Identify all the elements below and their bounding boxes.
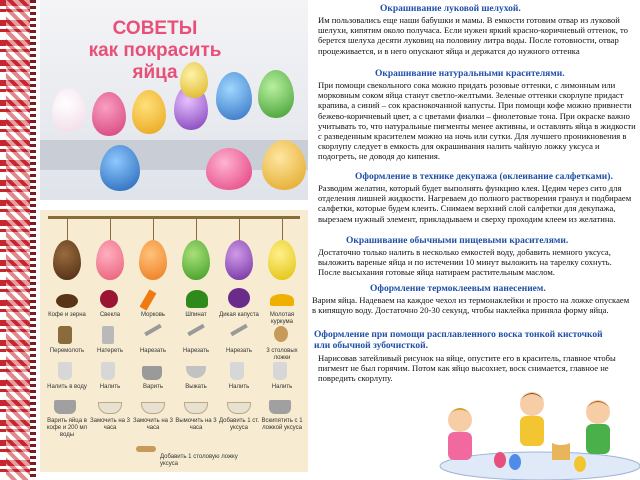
string [196, 219, 197, 241]
jug-icon [58, 362, 72, 380]
heading-wax-line-1: Оформление при помощи расплавленного воска тонкой кисточкой [314, 330, 603, 340]
egg-image [132, 90, 166, 134]
pot-icon [269, 400, 291, 414]
grater-icon [102, 326, 114, 344]
text-food-dyes: Достаточно только налить в несколько емкостей воду, добавить немного уксуса, выложить вареные яйца и по истечении 10 минут выложить на тарелку сохнуть. После высыхания готовые яйца натираем растительным маслом. [318, 247, 612, 278]
step-label: Варить яйца в кофе и 200 мл воды [46, 418, 88, 438]
egg-yellow [268, 240, 296, 280]
ingredient-label: Кофе и зерна [48, 312, 86, 318]
bowl-icon [98, 402, 122, 414]
sieve-icon [186, 366, 206, 378]
egg-tray-illustration [40, 0, 308, 200]
ingredient-label: Шпинат [185, 312, 207, 318]
egg-orange [139, 240, 167, 280]
ingredient-label: Дикая капуста [219, 312, 259, 318]
beet-icon [100, 290, 118, 308]
step-label: Вскипятить с 1 ложкой уксуса [261, 418, 303, 431]
step-label: Выжать [185, 384, 207, 390]
cabbage-icon [228, 288, 250, 308]
step-label: Перемолоть [49, 348, 85, 354]
heading-thermal-sticker: Оформление термоклеевым нанесением. [370, 284, 546, 294]
step-label: Налить [228, 384, 250, 390]
egg-image [206, 148, 252, 190]
step-label: Нарезать [139, 348, 167, 354]
string [110, 219, 111, 241]
kid-body [448, 432, 472, 460]
kid-head [448, 408, 472, 432]
step-label: Замочить на 3 часа [90, 418, 130, 431]
step-label: Замочить на 3 часа [133, 418, 173, 431]
dye-infographic [40, 210, 308, 472]
text-wax: Нарисовав затейливый рисунок на яйце, опустите его в краситель, главное чтобы пигмент не был горячим. Потом как яйцо высохнет, воск снимается, главное не повредить скорлупу. [318, 353, 616, 384]
heading-food-dyes: Окрашивание обычными пищевыми красителями. [346, 236, 569, 246]
bowl-icon [184, 402, 208, 414]
egg-on-table [574, 456, 586, 472]
turmeric-icon [270, 294, 294, 306]
step-label: Налить [271, 384, 293, 390]
spinach-icon [186, 290, 208, 308]
step-label: Варить [143, 384, 163, 390]
text-decoupage: Разводим желатин, который будет выполнять функцию клея. Цедим через сито для отделения лишней жидкости. Нагреваем до полного растворения гранул и подбираем салфетки, которые будем клеить. Снимаем верхний слой салфетки для декупажа, вырезаем нужный элемент, прикладываем и сверху проходим клеем из желатина. [318, 183, 632, 224]
egg-image [262, 140, 306, 190]
step-label: 3 столовых ложки [266, 348, 298, 361]
vinegar-note: Добавить 1 столовую ложку уксуса [160, 454, 238, 467]
poster-title [80, 18, 230, 84]
kid-body [586, 424, 610, 454]
ingredient-label: Молотая куркума [269, 312, 295, 325]
jug-icon [230, 362, 244, 380]
string [239, 219, 240, 241]
step-label: Налить в воду [47, 384, 87, 390]
bowl-icon [141, 402, 165, 414]
egg-image [100, 145, 140, 191]
text-natural-dyes: При помощи свекольного сока можно придать розовые оттенки, с лимонным или морковным соком яйца станут светло-желтыми. Зеленые оттенки скорлупе придаст крапива, а синий – сок краснокочанной капусты. При помощи кофе можно привнести бежево-коричневый цвет, а с цветами фиалки – фиолетовые тона. При окраске важно учитывать то, что натуральные пигменты менее активны, и оставлять яйца в жидкости с разведенным красителем можно на ночь или сутки. Для лучшего проникновения в скорлупу следует в емкость для окрашивания налить чайную ложку уксуса и подогреть, не доводя до кипения. [318, 80, 636, 162]
knife-icon [187, 324, 205, 336]
egg-purple [225, 240, 253, 280]
spoon-icon [136, 446, 156, 452]
egg-pink [96, 240, 124, 280]
knife-icon [230, 324, 248, 336]
kulich-top [550, 435, 572, 445]
heading-wax-line-2: или обычной зубочисткой. [314, 341, 429, 351]
step-label: Нарезать [182, 348, 210, 354]
egg-image [258, 70, 294, 118]
jug-icon [273, 362, 287, 380]
kid-body [520, 416, 544, 446]
poster-title-line-1: СОВЕТЫ [112, 18, 198, 39]
step-label: Вымочить на 3 часа [175, 418, 217, 431]
egg-on-table [494, 452, 506, 468]
step-label: Налить [99, 384, 121, 390]
string [282, 219, 283, 241]
knife-icon [144, 324, 162, 336]
hanger-bar [48, 216, 300, 219]
ingredient-label: Свекла [99, 312, 121, 318]
poster-title-line-2: как покрасить яйца [88, 40, 222, 83]
heading-natural-dyes: Окрашивание натуральными красителями. [375, 69, 565, 79]
pot-with-eggs-icon [54, 400, 76, 414]
egg-image [92, 92, 126, 136]
text-onion-peel: Им пользовались еще наши бабушки и мамы. В емкости готовим отвар из луковой шелухи, кипятим около получаса. Если нужен яркий красно-коричневый оттенок, то берется шелуха десяти луковиц на половину литра воды. После готовности, отвар процеживается, и в него опускают яйца и держатся до нужного оттенка [318, 15, 628, 56]
string [67, 219, 68, 241]
egg-on-table [509, 454, 521, 470]
step-label: Нарезать [225, 348, 253, 354]
egg-image [52, 88, 86, 132]
bowl-icon [227, 402, 251, 414]
kid-head [520, 392, 544, 416]
heading-wax [314, 330, 603, 352]
spoons-icon [274, 326, 288, 342]
egg-brown [53, 240, 81, 280]
kid-head [586, 400, 610, 424]
egg-green [182, 240, 210, 280]
pot-icon [142, 366, 162, 380]
text-thermal-sticker: Варим яйца. Надеваем на каждое чехол из термонаклейки и просто на ложке опускаем в кипящую воду. Достаточно 20-30 секунд, чтобы наклейка приняла форму яйца. [312, 295, 630, 316]
jug-icon [101, 362, 115, 380]
step-label: Добавить 1 ст. уксуса [219, 418, 259, 431]
string [153, 219, 154, 241]
heading-decoupage: Оформление в технике декупажа (оклеивание салфетками). [355, 172, 613, 182]
coffee-beans-icon [56, 294, 78, 308]
ornament-border [0, 0, 36, 480]
carrot-icon [140, 289, 157, 310]
grinder-icon [58, 326, 72, 344]
kids-easter-table-illustration [420, 380, 640, 480]
ingredient-label: Морковь [140, 312, 166, 318]
step-label: Натереть [97, 348, 123, 354]
heading-onion-peel: Окрашивание луковой шелухой. [380, 4, 521, 14]
